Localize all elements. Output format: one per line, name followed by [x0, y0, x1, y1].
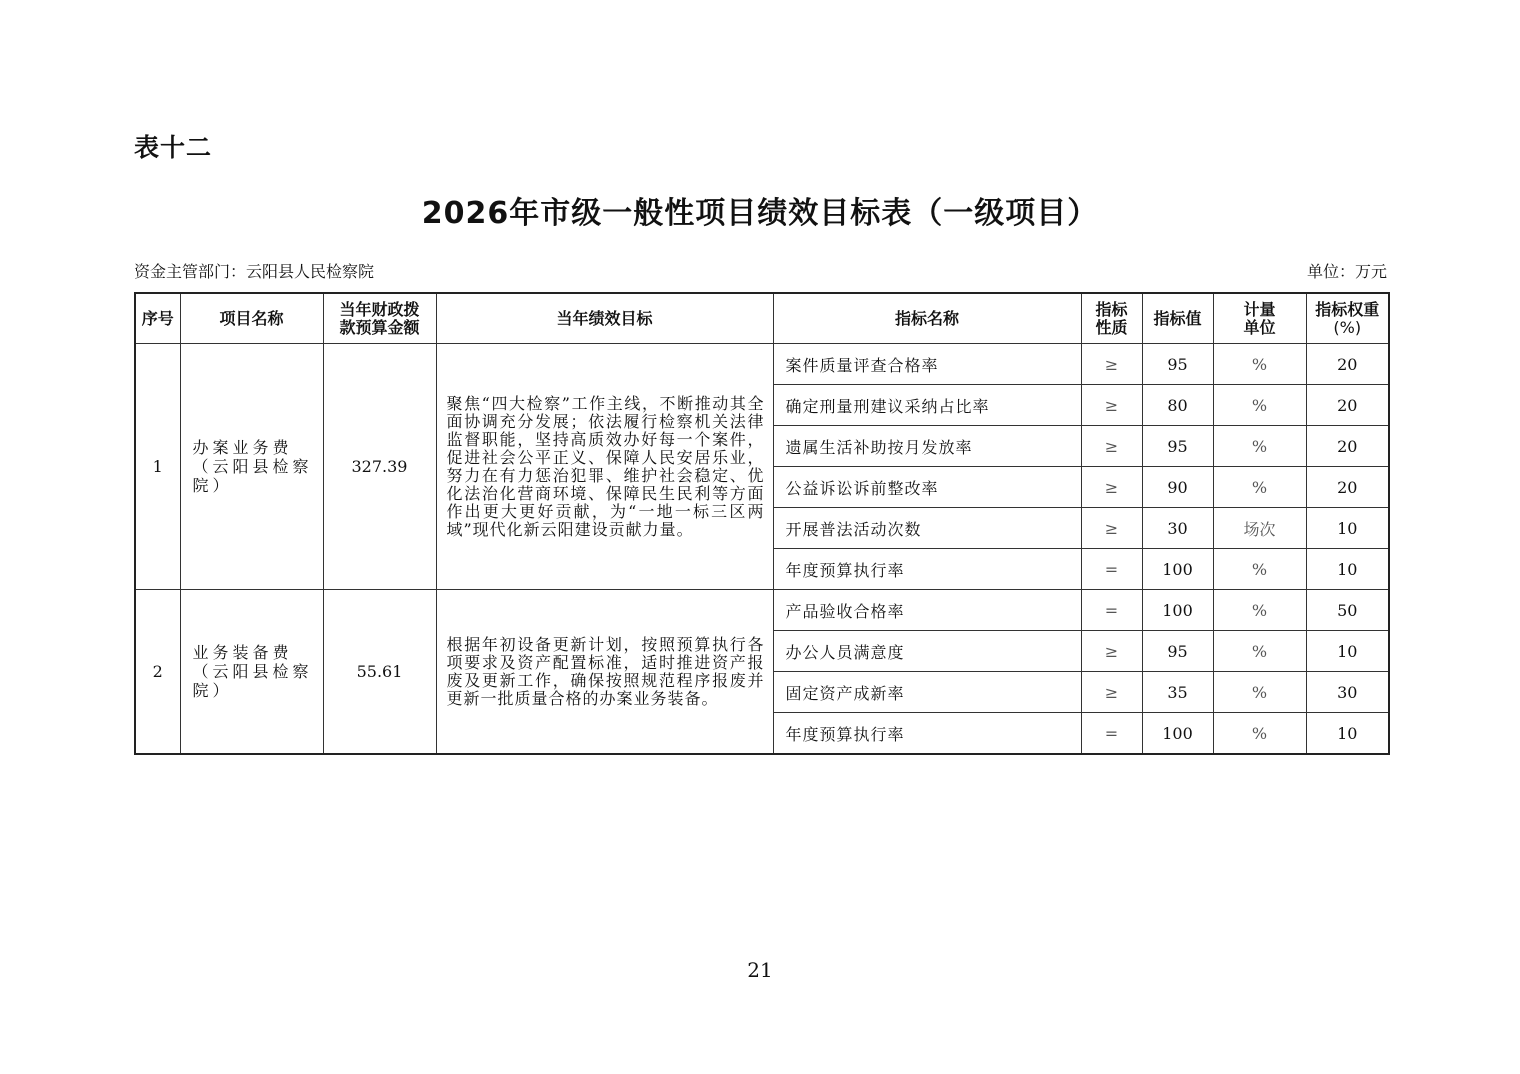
document-title: 2026年市级一般性项目绩效目标表（一级项目） [421, 196, 1099, 231]
indicator-weight: 20 [1306, 467, 1389, 508]
indicator-nature: ≥ [1081, 426, 1142, 467]
performance-table [134, 292, 1390, 755]
indicator-weight: 20 [1306, 426, 1389, 467]
indicator-weight: 20 [1306, 344, 1389, 385]
indicator-value: 100 [1142, 590, 1213, 631]
indicator-nature: = [1081, 590, 1142, 631]
page-number: 21 [747, 958, 773, 982]
header-weight-line1: 指标权重 [1315, 299, 1380, 319]
project-goal: 聚焦“四大检察”工作主线，不断推动其全面协调充分发展；依法履行检察机关法律监督职能，坚持高质效办好每一个案件，促进社会公平正义、保障人民安居乐业，努力在有力惩治犯罪、维护社会稳定、优化法治化营商环境、保障民生民利等方面作出更大更好贡献，为“一地一标三区两域”现代化新云阳建设贡献力量。 [436, 344, 773, 590]
table-row [135, 590, 1389, 631]
indicator-value: 35 [1142, 672, 1213, 713]
indicator-weight: 50 [1306, 590, 1389, 631]
indicator-name: 确定刑量刑建议采纳占比率 [773, 385, 1081, 426]
project-seq: 1 [135, 344, 180, 590]
indicator-unit: % [1213, 426, 1306, 467]
indicator-name: 开展普法活动次数 [773, 508, 1081, 549]
indicator-unit: % [1213, 590, 1306, 631]
indicator-nature: ≥ [1081, 344, 1142, 385]
indicator-value: 95 [1142, 631, 1213, 672]
indicator-nature: ≥ [1081, 508, 1142, 549]
indicator-name: 产品验收合格率 [773, 590, 1081, 631]
header-seq: 序号 [135, 293, 180, 344]
indicator-unit: 场次 [1213, 508, 1306, 549]
indicator-unit: % [1213, 549, 1306, 590]
indicator-weight: 10 [1306, 549, 1389, 590]
indicator-nature: ≥ [1081, 631, 1142, 672]
unit-label: 单位：万元 [1306, 262, 1387, 281]
indicator-name: 遗属生活补助按月发放率 [773, 426, 1081, 467]
project-seq: 2 [135, 590, 180, 755]
indicator-value: 95 [1142, 426, 1213, 467]
header-unit [1213, 293, 1306, 344]
project-goal: 根据年初设备更新计划，按照预算执行各项要求及资产配置标准，适时推进资产报废及更新工作，确保按照规范程序报废并更新一批质量合格的办案业务装备。 [436, 590, 773, 755]
header-weight-line2: (%) [1333, 317, 1362, 337]
indicator-unit: % [1213, 385, 1306, 426]
table-row [135, 344, 1389, 385]
indicator-weight: 10 [1306, 508, 1389, 549]
header-goal: 当年绩效目标 [436, 293, 773, 344]
table-body [135, 344, 1389, 755]
header-budget-line1: 当年财政拨 [339, 299, 420, 319]
indicator-unit: % [1213, 344, 1306, 385]
indicator-nature: ≥ [1081, 385, 1142, 426]
indicator-name: 年度预算执行率 [773, 549, 1081, 590]
indicator-nature: ≥ [1081, 672, 1142, 713]
indicator-name: 年度预算执行率 [773, 713, 1081, 755]
header-nature-line1: 指标 [1095, 299, 1128, 319]
indicator-name: 办公人员满意度 [773, 631, 1081, 672]
project-name: 业务装备费（云阳县检察院） [180, 590, 323, 755]
table-label: 表十二 [134, 133, 213, 162]
indicator-value: 30 [1142, 508, 1213, 549]
header-budget [323, 293, 436, 344]
indicator-value: 80 [1142, 385, 1213, 426]
indicator-value: 100 [1142, 713, 1213, 755]
department-label: 资金主管部门：云阳县人民检察院 [134, 262, 375, 281]
table-header [135, 293, 1389, 344]
indicator-unit: % [1213, 631, 1306, 672]
header-project-name: 项目名称 [180, 293, 323, 344]
indicator-value: 95 [1142, 344, 1213, 385]
project-name: 办案业务费（云阳县检察院） [180, 344, 323, 590]
indicator-weight: 20 [1306, 385, 1389, 426]
indicator-value: 90 [1142, 467, 1213, 508]
header-nature-line2: 性质 [1095, 317, 1128, 337]
header-nature [1081, 293, 1142, 344]
indicator-unit: % [1213, 713, 1306, 755]
header-unit-line2: 单位 [1243, 317, 1276, 337]
indicator-weight: 10 [1306, 713, 1389, 755]
header-indicator-name: 指标名称 [773, 293, 1081, 344]
header-weight [1306, 293, 1389, 344]
indicator-name: 案件质量评查合格率 [773, 344, 1081, 385]
header-unit-line1: 计量 [1243, 299, 1276, 319]
project-budget: 55.61 [323, 590, 436, 755]
indicator-unit: % [1213, 672, 1306, 713]
indicator-nature: = [1081, 713, 1142, 755]
indicator-nature: ≥ [1081, 467, 1142, 508]
indicator-nature: = [1081, 549, 1142, 590]
indicator-weight: 30 [1306, 672, 1389, 713]
indicator-value: 100 [1142, 549, 1213, 590]
header-value: 指标值 [1142, 293, 1213, 344]
indicator-weight: 10 [1306, 631, 1389, 672]
header-budget-line2: 款预算金额 [339, 317, 420, 337]
indicator-unit: % [1213, 467, 1306, 508]
indicator-name: 固定资产成新率 [773, 672, 1081, 713]
project-budget: 327.39 [323, 344, 436, 590]
indicator-name: 公益诉讼诉前整改率 [773, 467, 1081, 508]
